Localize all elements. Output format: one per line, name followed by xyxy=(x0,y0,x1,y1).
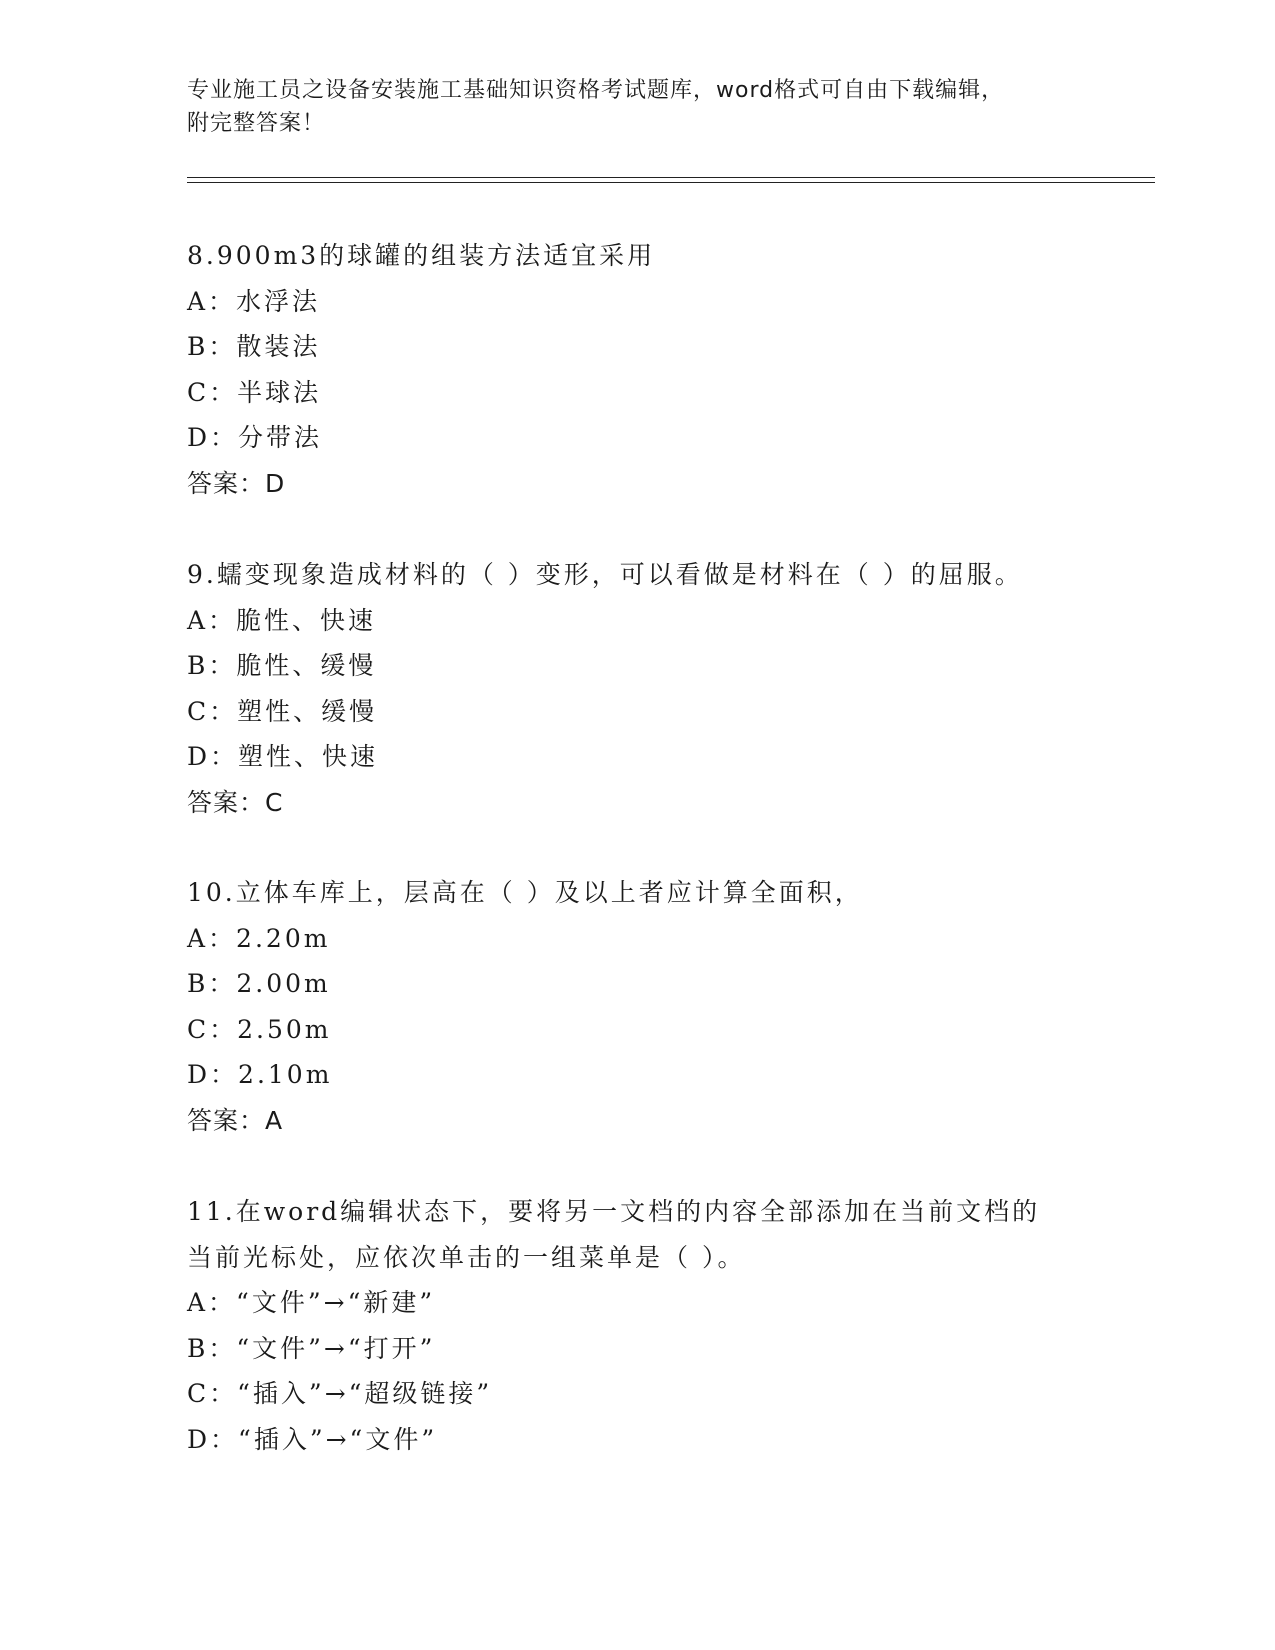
option-c: C：2.50m xyxy=(187,1014,332,1044)
option-c: C：“插入”→“超级链接” xyxy=(187,1379,493,1408)
question-9 xyxy=(187,552,1087,825)
question-stem: 10.立体车库上，层高在（ ）及以上者应计算全面积， xyxy=(187,878,863,907)
option-d: D：塑性、快速 xyxy=(187,742,379,771)
option-d: D：2.10m xyxy=(187,1060,333,1089)
header-line-2: 附完整答案！ xyxy=(187,111,326,136)
question-8 xyxy=(187,233,1087,506)
question-stem-line-2: 当前光标处，应依次单击的一组菜单是（ ）。 xyxy=(187,1242,746,1272)
header-divider-bottom xyxy=(187,182,1155,183)
answer-line: 答案：D xyxy=(187,468,286,498)
option-c: C：半球法 xyxy=(187,377,322,407)
question-11 xyxy=(187,1189,1087,1462)
document-header xyxy=(187,74,1087,140)
option-b: B：散装法 xyxy=(187,332,321,361)
question-10 xyxy=(187,870,1087,1143)
question-stem: 8.900m3的球罐的组装方法适宜采用 xyxy=(187,241,656,270)
option-b: B：2.00m xyxy=(187,969,331,998)
header-divider-top xyxy=(187,177,1155,178)
option-b: B：脆性、缓慢 xyxy=(187,651,377,680)
question-stem: 9.蠕变现象造成材料的（ ）变形，可以看做是材料在（ ）的屈服。 xyxy=(187,560,1023,589)
option-a: A：2.20m xyxy=(187,923,331,953)
option-b: B：“文件”→“打开” xyxy=(187,1333,436,1363)
answer-line: 答案：C xyxy=(187,787,284,817)
option-d: D：“插入”→“文件” xyxy=(187,1424,438,1454)
option-a: A：水浮法 xyxy=(187,286,321,316)
option-d: D：分带法 xyxy=(187,423,323,452)
answer-line: 答案：A xyxy=(187,1105,284,1135)
option-c: C：塑性、缓慢 xyxy=(187,696,378,726)
option-a: A：“文件”→“新建” xyxy=(187,1288,436,1317)
header-line-1: 专业施工员之设备安装施工基础知识资格考试题库，word格式可自由下载编辑， xyxy=(187,78,1005,103)
question-stem-line-1: 11.在word编辑状态下，要将另一文档的内容全部添加在当前文档的 xyxy=(187,1197,1041,1226)
option-a: A：脆性、快速 xyxy=(187,605,377,635)
